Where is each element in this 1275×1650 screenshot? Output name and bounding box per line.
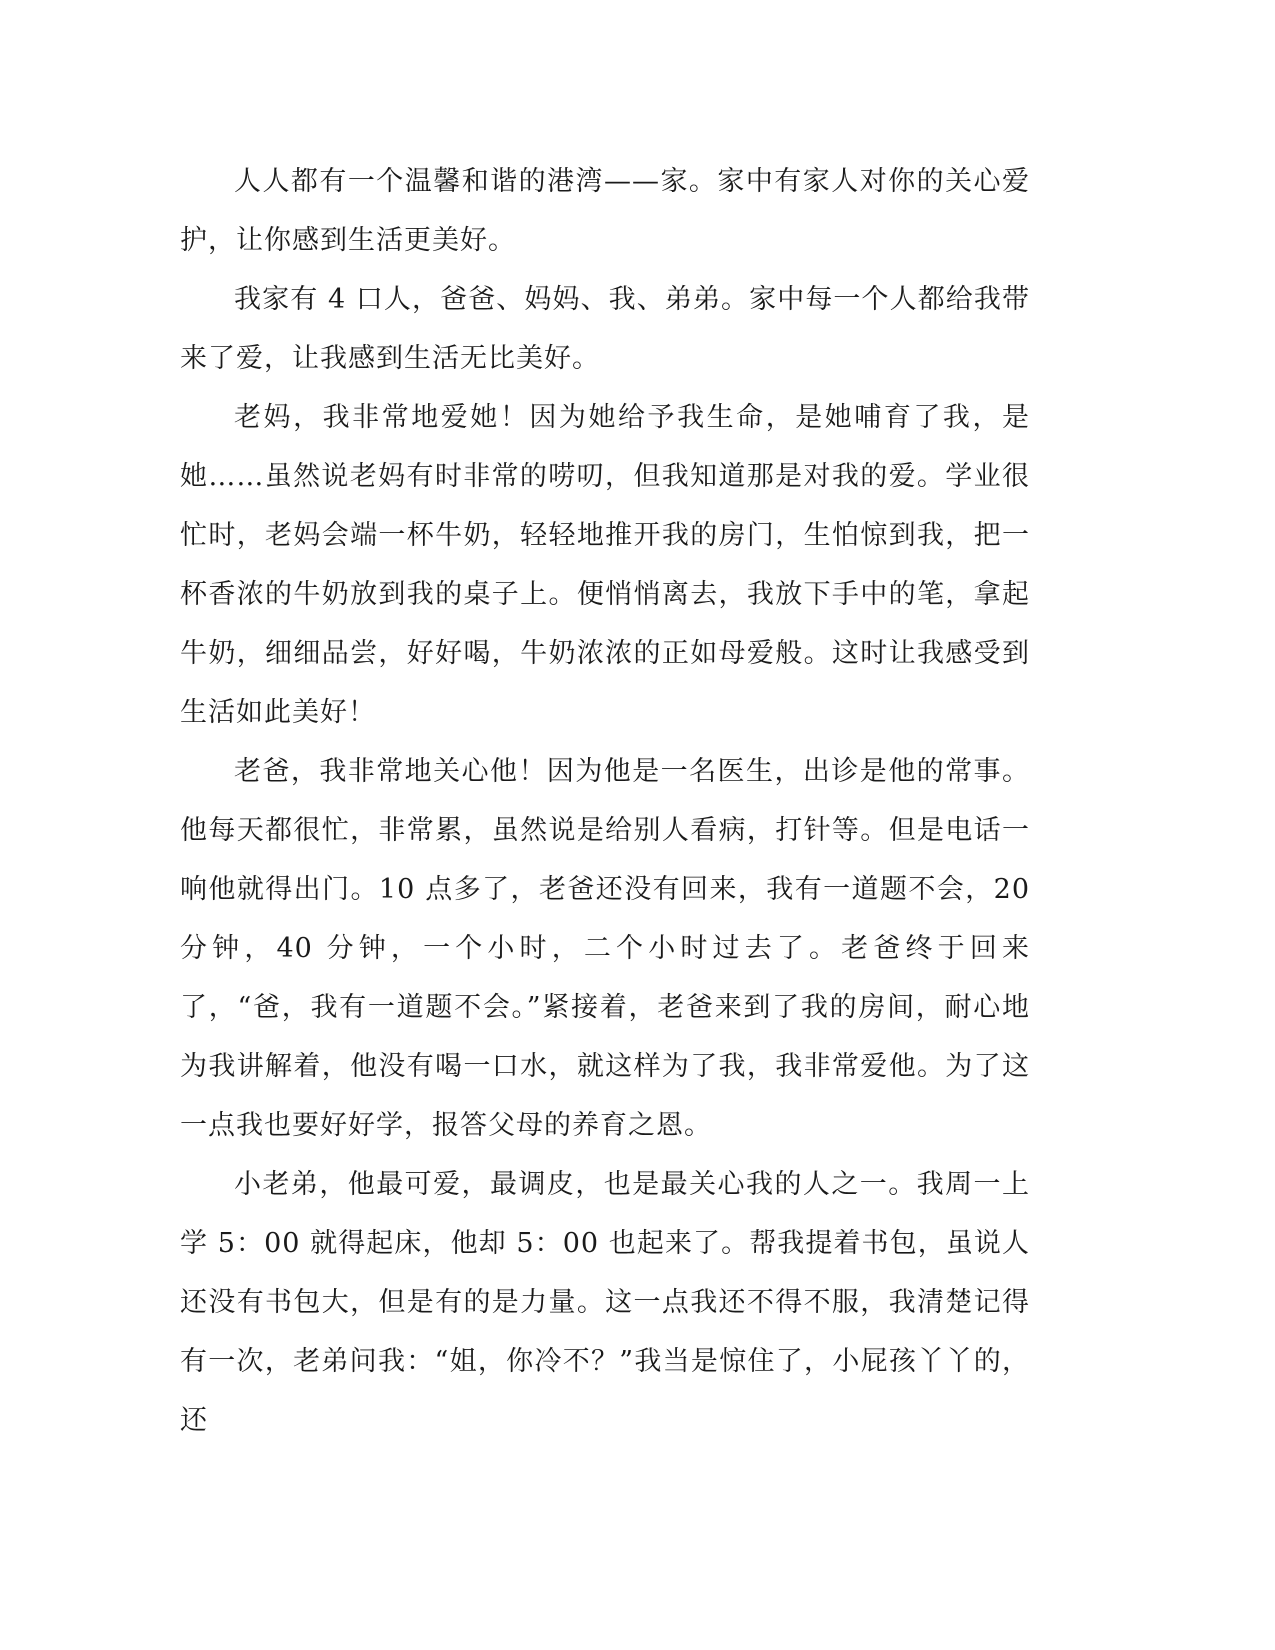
- paragraph-intro: 人人都有一个温馨和谐的港湾——家。家中有家人对你的关心爱护，让你感到生活更美好。: [180, 166, 1030, 256]
- paragraph-family: 我家有 4 口人，爸爸、妈妈、我、弟弟。家中每一个人都给我带来了爱，让我感到生活无比美好。: [180, 284, 1030, 374]
- paragraph-father: 老爸，我非常地关心他！因为他是一名医生，出诊是他的常事。他每天都很忙，非常累，虽然说是给别人看病，打针等。但是电话一响他就得出门。10 点多了，老爸还没有回来，我有一道题不会，20 分钟，40 分钟，一个小时，二个小时过去了。老爸终于回来了，“爸，我有一道题不会。”紧接着，老爸来到了我的房间，耐心地为我讲解着，他没有喝一口水，就这样为了我，我非常爱他。为了这一点我也要好好学，报答父母的养育之恩。: [180, 756, 1030, 1141]
- paragraph-mother: 老妈，我非常地爱她！因为她给予我生命，是她哺育了我，是她……虽然说老妈有时非常的唠叨，但我知道那是对我的爱。学业很忙时，老妈会端一杯牛奶，轻轻地推开我的房门，生怕惊到我，把一杯香浓的牛奶放到我的桌子上。便悄悄离去，我放下手中的笔，拿起牛奶，细细品尝，好好喝，牛奶浓浓的正如母爱般。这时让我感受到生活如此美好！: [180, 402, 1030, 728]
- paragraph-brother: 小老弟，他最可爱，最调皮，也是最关心我的人之一。我周一上学 5：00 就得起床，他却 5：00 也起来了。帮我提着书包，虽说人还没有书包大，但是有的是力量。这一点我还不得不服，我清楚记得有一次，老弟问我：“姐，你冷不？”我当是惊住了，小屁孩丫丫的，还: [180, 1169, 1030, 1436]
- essay-body: [180, 152, 1030, 1450]
